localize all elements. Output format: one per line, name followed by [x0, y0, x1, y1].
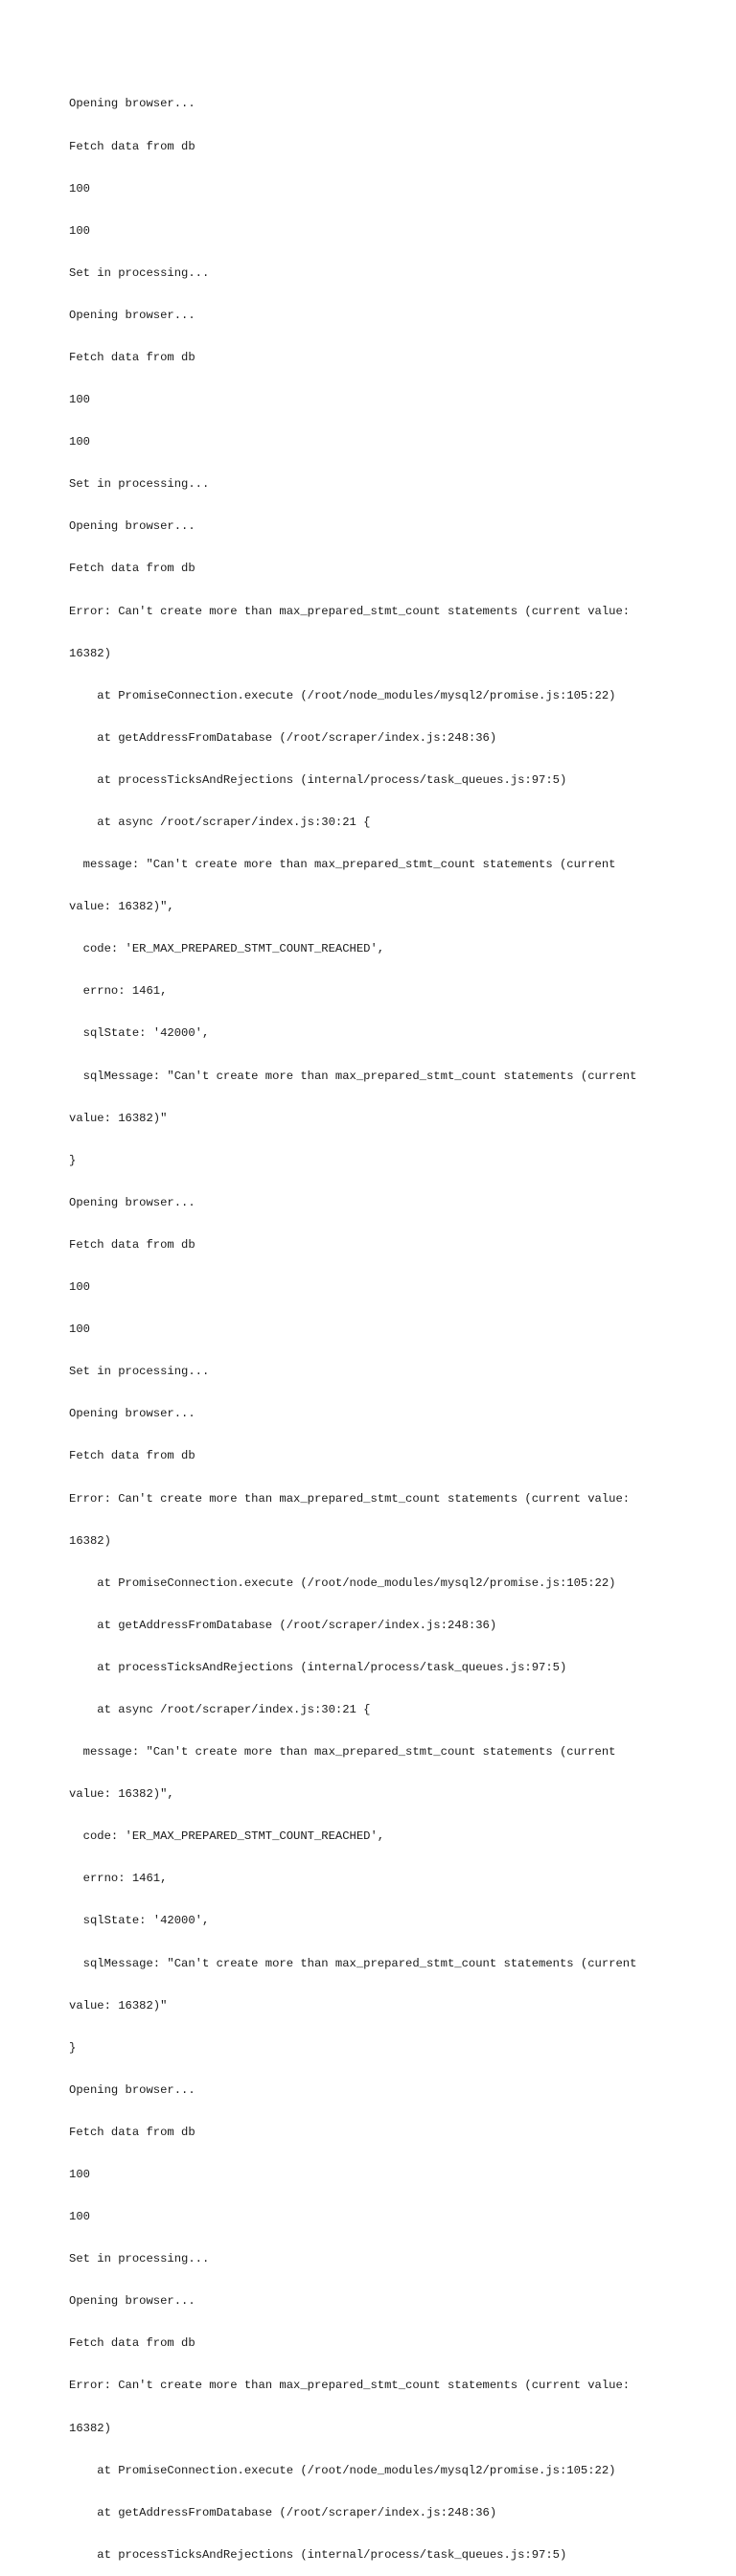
log-line: Set in processing...: [69, 477, 210, 492]
error-property-line: sqlState: '42000',: [69, 1026, 210, 1041]
error-property-line: message: "Can't create more than max_prepared_stmt_count statements (current: [69, 1745, 616, 1760]
log-line: Fetch data from db: [69, 350, 196, 364]
error-line: Error: Can't create more than max_prepared_stmt_count statements (current value:: [69, 1491, 631, 1506]
log-line: Opening browser...: [69, 308, 196, 322]
log-line: 100: [69, 181, 90, 196]
log-line: Fetch data from db: [69, 139, 196, 153]
stack-trace-line: at getAddressFromDatabase (/root/scraper/index.js:248:36): [69, 730, 497, 745]
error-property-line: value: 16382)",: [69, 1787, 174, 1802]
log-line: 100: [69, 393, 90, 407]
log-line: 100: [69, 1280, 90, 1295]
stack-trace-line: at processTicksAndRejections (internal/process/task_queues.js:97:5): [69, 772, 567, 787]
log-line: Opening browser...: [69, 2294, 196, 2309]
error-line: 16382): [69, 1533, 111, 1548]
error-property-line: message: "Can't create more than max_prepared_stmt_count statements (current: [69, 858, 616, 872]
error-property-line: value: 16382)": [69, 1998, 168, 2012]
error-property-line: }: [69, 2040, 77, 2055]
log-line: Fetch data from db: [69, 1449, 196, 1463]
log-line: Fetch data from db: [69, 562, 196, 576]
log-line: Fetch data from db: [69, 2125, 196, 2139]
stack-trace-line: at async /root/scraper/index.js:30:21 {: [69, 816, 371, 829]
stack-trace-line: at PromiseConnection.execute (/root/node_modules/mysql2/promise.js:105:22): [69, 688, 616, 702]
error-property-line: }: [69, 1153, 77, 1167]
stack-trace-line: at getAddressFromDatabase (/root/scraper/index.js:248:36): [69, 1618, 497, 1632]
log-line: Opening browser...: [69, 1195, 196, 1209]
stack-trace-line: at processTicksAndRejections (internal/process/task_queues.js:97:5): [69, 1660, 567, 1674]
error-property-line: code: 'ER_MAX_PREPARED_STMT_COUNT_REACHED',: [69, 1829, 385, 1844]
error-property-line: value: 16382)",: [69, 900, 174, 914]
log-line: Set in processing...: [69, 1365, 210, 1379]
stack-trace-line: at PromiseConnection.execute (/root/node_modules/mysql2/promise.js:105:22): [69, 1576, 616, 1590]
log-line: Opening browser...: [69, 2082, 196, 2097]
log-line: Opening browser...: [69, 519, 196, 534]
error-line: 16382): [69, 646, 111, 660]
error-property-line: sqlMessage: "Can't create more than max_prepared_stmt_count statements (current: [69, 1069, 637, 1083]
log-line: Opening browser...: [69, 1407, 196, 1421]
error-line: Error: Can't create more than max_prepared_stmt_count statements (current value:: [69, 604, 631, 618]
log-line: 100: [69, 223, 90, 238]
log-line: Fetch data from db: [69, 1237, 196, 1252]
log-line: Set in processing...: [69, 2252, 210, 2266]
log-line: 100: [69, 1322, 90, 1337]
log-line: Opening browser...: [69, 97, 196, 111]
error-property-line: sqlMessage: "Can't create more than max_prepared_stmt_count statements (current: [69, 1956, 637, 1970]
log-line: 100: [69, 2210, 90, 2224]
error-property-line: code: 'ER_MAX_PREPARED_STMT_COUNT_REACHED',: [69, 942, 385, 956]
stack-trace-line: at getAddressFromDatabase (/root/scraper/index.js:248:36): [69, 2505, 497, 2519]
log-line: Set in processing...: [69, 265, 210, 280]
error-property-line: errno: 1461,: [69, 984, 168, 999]
console-log: [69, 69, 682, 2576]
error-line: Error: Can't create more than max_prepared_stmt_count statements (current value:: [69, 2379, 631, 2393]
stack-trace-line: at PromiseConnection.execute (/root/node_modules/mysql2/promise.js:105:22): [69, 2463, 616, 2477]
stack-trace-line: at processTicksAndRejections (internal/process/task_queues.js:97:5): [69, 2547, 567, 2562]
log-line: 100: [69, 435, 90, 449]
log-line: Fetch data from db: [69, 2336, 196, 2351]
error-property-line: errno: 1461,: [69, 1872, 168, 1886]
stack-trace-line: at async /root/scraper/index.js:30:21 {: [69, 1702, 371, 1716]
error-property-line: sqlState: '42000',: [69, 1914, 210, 1928]
error-property-line: value: 16382)": [69, 1111, 168, 1125]
error-line: 16382): [69, 2421, 111, 2435]
log-line: 100: [69, 2168, 90, 2181]
